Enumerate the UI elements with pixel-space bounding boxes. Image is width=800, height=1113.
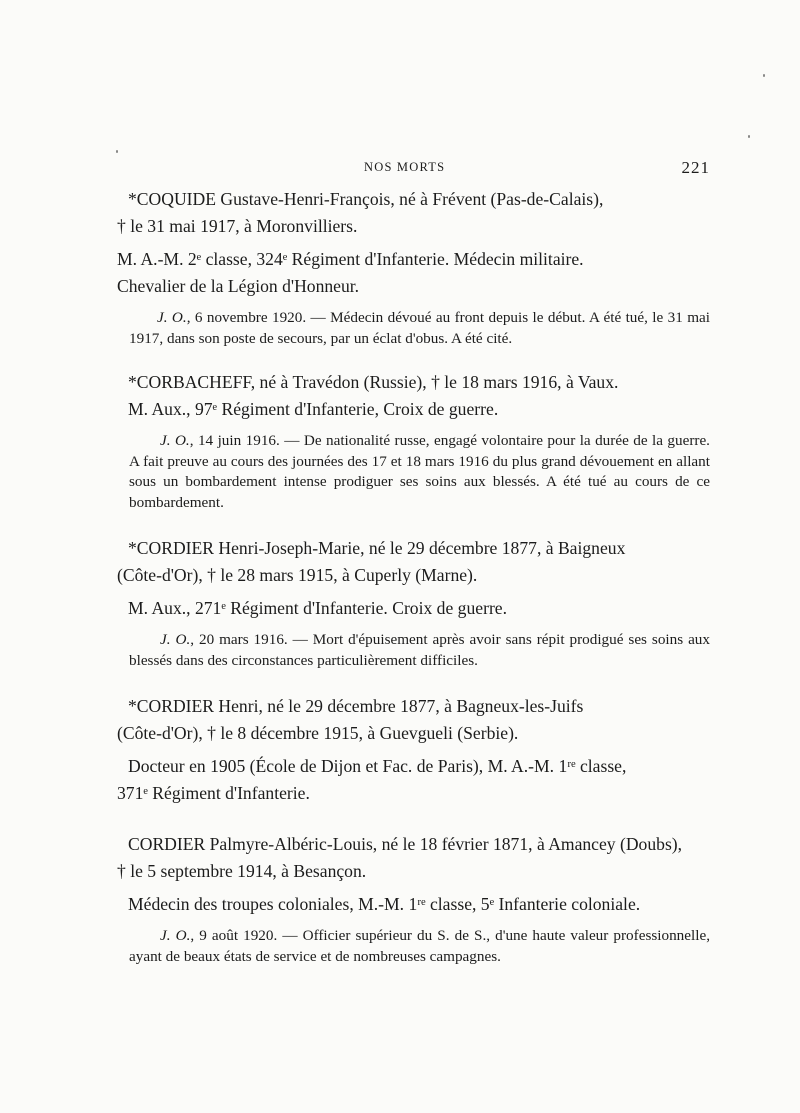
page-header	[0, 160, 800, 180]
citation-source: J. O.	[160, 631, 191, 648]
citation	[129, 630, 710, 671]
citation-text: , 9 août 1920. — Officier supérieur du S. de S., d'une haute valeur professionnelle, ayant de beaux états de service et de nombreuses campagnes.	[129, 927, 710, 965]
entry-line: Chevalier de la Légion d'Honneur.	[117, 276, 360, 296]
entry-line: Médecin des troupes coloniales, M.-M. 1ʳᵉ classe, 5ᵉ Infanterie coloniale.	[128, 894, 641, 914]
entry-cordier-henri-joseph-marie	[117, 535, 710, 671]
citation-text: , 14 juin 1916. — De nationalité russe, engagé volontaire pour la durée de la guerre. A fait preuve au cours des journées des 17 et 18 mars 1916 du plus grand dévouement en allant sous un bombardement intense prodiguer ses soins aux blessés. A été tué au cours de ce bombardement.	[129, 432, 710, 511]
entry-heading: *CORBACHEFF, né à Travédon (Russie), † le 18 mars 1916, à Vaux.	[128, 372, 619, 392]
entry-line: (Côte-d'Or), † le 8 décembre 1915, à Guevgueli (Serbie).	[117, 723, 519, 743]
entry-heading: *COQUIDE Gustave-Henri-François, né à Frévent (Pas-de-Calais),	[128, 189, 604, 209]
citation-text: , 6 novembre 1920. — Médecin dévoué au front depuis le début. A été tué, le 31 mai 1917, dans son poste de secours, par un éclat d'obus. A été cité.	[129, 309, 710, 347]
entry-line: † le 31 mai 1917, à Moronvilliers.	[117, 216, 358, 236]
entry-line: 371ᵉ Régiment d'Infanterie.	[117, 783, 310, 803]
page-speck	[763, 74, 765, 77]
running-title: NOS MORTS	[364, 160, 446, 174]
citation-source: J. O.	[160, 927, 191, 944]
citation	[129, 926, 710, 967]
entry-line: M. A.-M. 2ᵉ classe, 324ᵉ Régiment d'Infanterie. Médecin militaire.	[117, 249, 584, 269]
citation-source: J. O.	[160, 432, 190, 449]
citation	[129, 308, 710, 349]
page-number: 221	[681, 158, 710, 177]
page-speck	[116, 150, 118, 153]
page-body	[117, 186, 710, 967]
entry-heading: *CORDIER Henri-Joseph-Marie, né le 29 décembre 1877, à Baigneux	[128, 538, 626, 558]
entry-line: M. Aux., 97ᵉ Régiment d'Infanterie, Croix de guerre.	[128, 399, 499, 419]
entry-corbacheff	[117, 369, 710, 513]
entry-cordier-palmyre	[117, 831, 710, 967]
citation-source: J. O.	[157, 309, 187, 326]
entry-cordier-henri	[117, 693, 710, 807]
entry-line: Docteur en 1905 (École de Dijon et Fac. de Paris), M. A.-M. 1ʳᵉ classe,	[128, 756, 627, 776]
entry-heading: *CORDIER Henri, né le 29 décembre 1877, à Bagneux-les-Juifs	[128, 696, 584, 716]
entry-line: M. Aux., 271ᵉ Régiment d'Infanterie. Croix de guerre.	[128, 598, 508, 618]
entry-coquide	[117, 186, 710, 349]
citation-text: , 20 mars 1916. — Mort d'épuisement après avoir sans répit prodigué ses soins aux blessés dans des circonstances particulièrement difficiles.	[129, 631, 710, 669]
entry-line: (Côte-d'Or), † le 28 mars 1915, à Cuperly (Marne).	[117, 565, 478, 585]
entry-heading: CORDIER Palmyre-Albéric-Louis, né le 18 février 1871, à Amancey (Doubs),	[128, 834, 683, 854]
entry-line: † le 5 septembre 1914, à Besançon.	[117, 861, 367, 881]
page-speck	[748, 135, 750, 138]
citation	[129, 431, 710, 513]
